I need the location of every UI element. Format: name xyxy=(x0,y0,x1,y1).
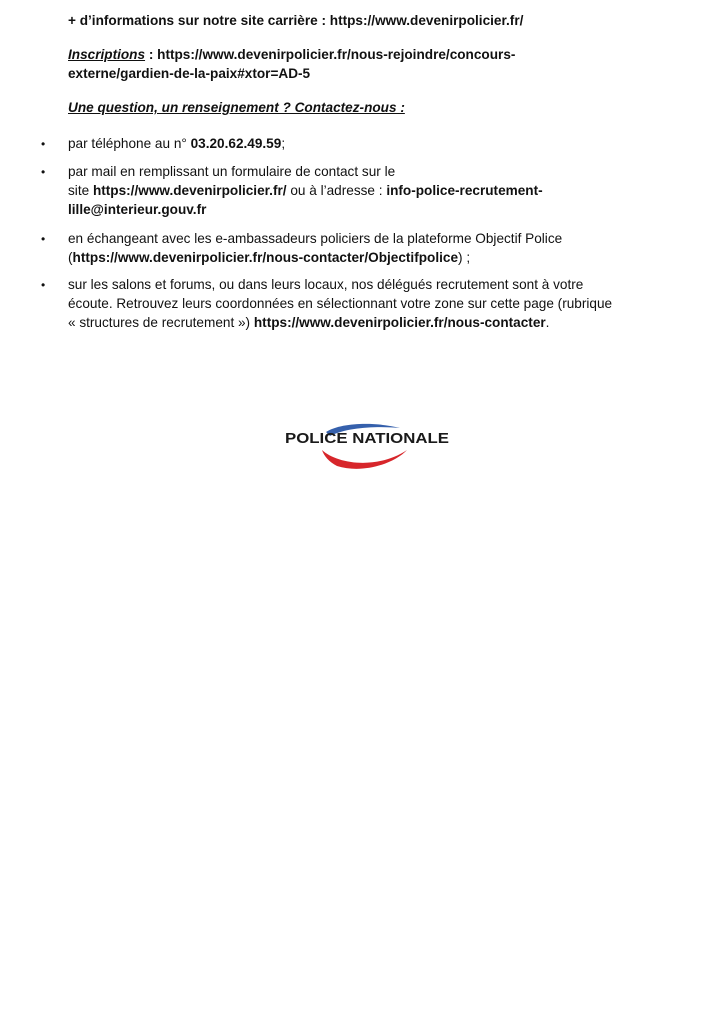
career-site-link[interactable]: https://www.devenirpolicier.fr/ xyxy=(329,13,524,28)
salons-line-3 xyxy=(68,313,708,332)
bullet-2: • xyxy=(41,165,46,179)
logo-text: POLICE NATIONALE xyxy=(285,430,449,447)
list-item-salons xyxy=(68,275,708,332)
bullet-1: • xyxy=(41,137,46,151)
salons-line-1: sur les salons et forums, ou dans leurs locaux, nos délégués recrutement sont à votre xyxy=(68,277,584,292)
intro-prefix: + d’informations sur notre site carrière : xyxy=(68,13,330,28)
mail-line-2 xyxy=(68,181,708,200)
police-nationale-logo xyxy=(282,420,452,480)
email-link-part2[interactable]: lille@interieur.gouv.fr xyxy=(68,202,207,217)
ambassadors-line-2 xyxy=(68,248,708,267)
inscriptions-label: Inscriptions xyxy=(68,47,146,62)
inscriptions-line-2 xyxy=(68,64,310,83)
objectif-police-link[interactable]: https://www.devenirpolicier.fr/nous-contacter/Objectifpolice xyxy=(72,250,459,265)
ambassadors-line-1: en échangeant avec les e-ambassadeurs policiers de la plateforme Objectif Police xyxy=(68,231,563,246)
inscriptions-link-part1[interactable]: https://www.devenirpolicier.fr/nous-rejoindre/concours- xyxy=(157,47,516,62)
ambassadors-open: ( xyxy=(68,250,73,265)
salons-end: . xyxy=(545,315,550,330)
salons-line-2: écoute. Retrouvez leurs coordonnées en sélectionnant votre zone sur cette page (rubrique xyxy=(68,296,613,311)
list-item-mail xyxy=(68,162,708,219)
ambassadors-close: ) ; xyxy=(458,250,471,265)
inscriptions-line-1 xyxy=(68,45,515,64)
phone-text: par téléphone au n° xyxy=(68,136,191,151)
phone-number[interactable]: 03.20.62.49.59 xyxy=(190,136,282,151)
phone-end: ; xyxy=(281,136,286,151)
mail-line-1: par mail en remplissant un formulaire de contact sur le xyxy=(68,164,396,179)
mail-mid-text: ou à l’adresse : xyxy=(286,183,387,198)
logo-swoosh-icon xyxy=(282,420,452,480)
mail-site-prefix: site xyxy=(68,183,93,198)
inscriptions-sep: : xyxy=(145,47,158,62)
list-item-ambassadors xyxy=(68,229,708,267)
mail-site-link[interactable]: https://www.devenirpolicier.fr/ xyxy=(92,183,287,198)
inscriptions-link-part2[interactable]: externe/gardien-de-la-paix#xtor=AD-5 xyxy=(68,66,311,81)
salons-prefix: « structures de recrutement ») xyxy=(68,315,254,330)
bullet-3: • xyxy=(41,232,46,246)
question-heading: Une question, un renseignement ? Contactez-nous : xyxy=(68,100,405,115)
email-link-part1[interactable]: info-police-recrutement- xyxy=(386,183,543,198)
intro-line xyxy=(68,11,523,30)
contact-page-link[interactable]: https://www.devenirpolicier.fr/nous-contacter xyxy=(253,315,546,330)
bullet-4: • xyxy=(41,278,46,292)
list-item-phone xyxy=(68,134,708,153)
